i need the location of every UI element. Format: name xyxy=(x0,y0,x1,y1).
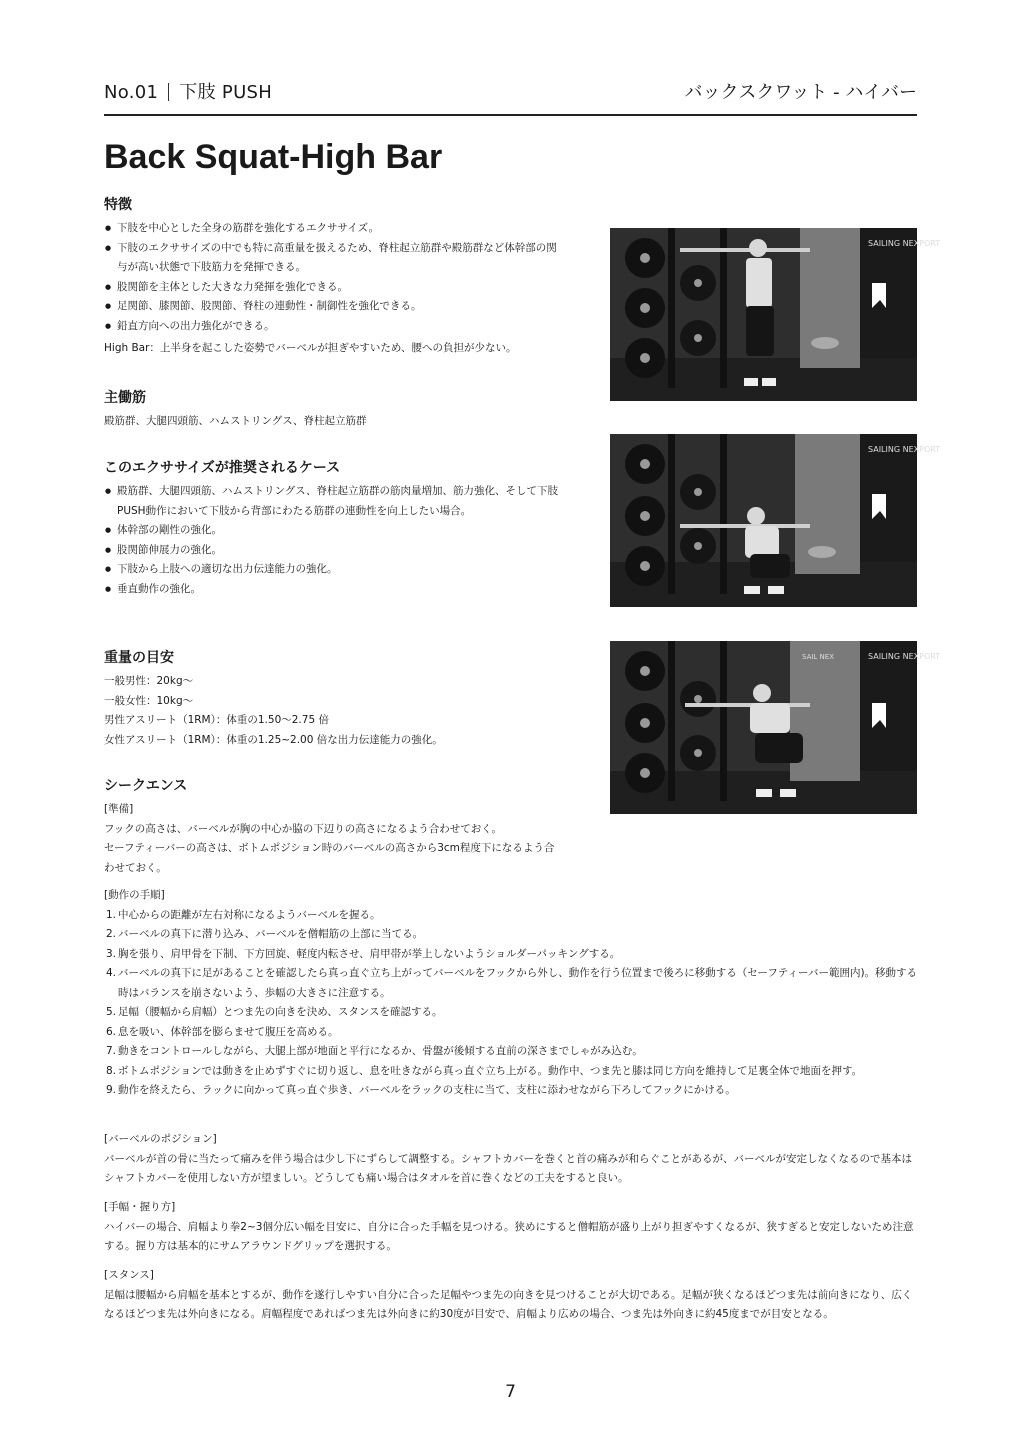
header-left xyxy=(104,80,272,106)
steps-list xyxy=(104,906,918,1101)
page-title: Back Squat-High Bar xyxy=(104,138,443,176)
list-item: ● 下肢を中心とした全身の筋群を強化するエクササイズ。 xyxy=(104,219,559,239)
header-exercise-name: バックスクワット - ハイバー xyxy=(684,82,917,103)
step-item: 1. 中心からの距離が左右対称になるようバーベルを握る。 xyxy=(106,908,381,921)
svg-text:SAIL NEX: SAIL NEX xyxy=(802,653,835,661)
weight-line: 一般女性：10kg～ xyxy=(104,694,194,707)
muscles-section xyxy=(104,388,559,432)
grip-label: [手幅・握り方] xyxy=(104,1201,176,1213)
barbell-position-section xyxy=(104,1130,918,1189)
features-list xyxy=(104,219,559,336)
cases-section xyxy=(104,458,559,599)
list-item: ● 殿筋群、大腿四頭筋、ハムストリングス、脊柱起立筋群の筋肉量増加、筋力強化、そして下肢PUSH動作において下肢から背部にわたる筋群の連動性を向上したい場合。 xyxy=(104,482,559,521)
list-item: ● 下肢から上肢への適切な出力伝達能力の強化。 xyxy=(104,560,559,580)
photo-bottom-position xyxy=(610,641,941,814)
weight-heading: 重量の目安 xyxy=(104,650,174,666)
step-item: 3. 胸を張り、肩甲骨を下制、下方回旋、軽度内転させ、肩甲帯が挙上しないようショルダーパッキングする。 xyxy=(106,947,621,960)
photo-descending xyxy=(610,434,941,607)
list-item: ● 体幹部の剛性の強化。 xyxy=(104,521,559,541)
weight-line: 男性アスリート（1RM）：体重の1.50～2.75 倍 xyxy=(104,714,329,726)
stance-text: 足幅は腰幅から肩幅を基本とするが、動作を遂行しやすい自分に合った足幅やつま先の向きを見つけることが大切である。足幅が狭くなるほどつま先は前向きになり、広くなるほどつま先は外向きになる。肩幅程度であればつま先は外向きに約30度が目安で、肩幅より広めの場合、つま先は外向きに約45度までが目安となる。 xyxy=(104,1288,913,1320)
sequence-section xyxy=(104,776,559,878)
muscles-heading: 主働筋 xyxy=(104,390,146,406)
weight-section xyxy=(104,648,584,750)
list-item: ● 足関節、膝関節、股関節、脊柱の連動性・制御性を強化できる。 xyxy=(104,297,559,317)
step-item: 4. バーベルの真下に足があることを確認したら真っ直ぐ立ち上がってバーベルをフックから外し、動作を行う位置まで後ろに移動する（セーフティーバー範囲内)。移動する時はバランスを崩さないよう、歩幅の大きさに注意する。 xyxy=(106,967,918,999)
svg-text:SAILING NEXPORT: SAILING NEXPORT xyxy=(868,445,941,454)
cases-list xyxy=(104,482,559,599)
step-item: 8. ボトムポジションでは動きを止めずすぐに切り返し、息を吐きながら真っ直ぐ立ち上がる。動作中、つま先と膝は同じ方向を維持して足裏全体で地面を押す。 xyxy=(106,1064,863,1077)
high-bar-note: High Bar：上半身を起こした姿勢でバーベルが担ぎやすいため、腰への負担が少ない。 xyxy=(104,342,517,354)
step-item: 7. 動きをコントロールしながら、大腿上部が地面と平行になるか、骨盤が後傾する直前の深さまでしゃがみ込む。 xyxy=(106,1045,643,1057)
step-item: 9. 動作を終えたら、ラックに向かって真っ直ぐ歩き、バーベルをラックの支柱に当て、支柱に添わせながら下ろしてフックにかける。 xyxy=(106,1084,736,1096)
list-item: ● 股関節を主体とした大きな力発揮を強化できる。 xyxy=(104,278,559,298)
list-item: ● 股関節伸展力の強化。 xyxy=(104,541,559,561)
muscles-text: 殿筋群、大腿四頭筋、ハムストリングス、脊柱起立筋群 xyxy=(104,415,367,427)
features-section xyxy=(104,195,559,359)
svg-text:SAILING NEXPORT: SAILING NEXPORT xyxy=(868,652,941,661)
features-heading: 特徴 xyxy=(104,197,132,213)
step-item: 5. 足幅（腰幅から肩幅）とつま先の向きを決め、スタンスを確認する。 xyxy=(106,1006,443,1018)
step-item: 2. バーベルの真下に潜り込み、バーベルを僧帽筋の上部に当てる。 xyxy=(106,928,424,940)
cases-heading: このエクササイズが推奨されるケース xyxy=(104,460,341,476)
stance-section xyxy=(104,1266,918,1325)
svg-text:SAILING NEXPORT: SAILING NEXPORT xyxy=(868,239,941,248)
prep-label: [準備] xyxy=(104,803,134,815)
header-number: No.01 xyxy=(104,82,159,103)
grip-section xyxy=(104,1198,918,1257)
stance-label: [スタンス] xyxy=(104,1269,154,1281)
prep-line: フックの高さは、バーベルが胸の中心か脇の下辺りの高さになるよう合わせておく。 xyxy=(104,822,503,835)
grip-text: ハイバーの場合、肩幅より拳2~3個分広い幅を目安に、自分に合った手幅を見つける。狭めにすると僧帽筋が盛り上がり担ぎやすくなるが、狭すぎると安定しないため注意する。握り方は基本的にサムアラウンドグリップを選択する。 xyxy=(104,1220,914,1252)
weight-line: 女性アスリート（1RM）：体重の1.25~2.00 倍な出力伝達能力の強化。 xyxy=(104,733,443,746)
steps-label: [動作の手順] xyxy=(104,889,165,901)
barbell-position-text: バーベルが首の骨に当たって痛みを伴う場合は少し下にずらして調整する。シャフトカバーを巻くと首の痛みが和らぐことがあるが、バーベルが安定しなくなるので基本はシャフトカバーを使用しない方が望ましい。どうしても痛い場合はタオルを首に巻くなどの工夫をすると良い。 xyxy=(104,1152,912,1184)
weight-line: 一般男性：20kg～ xyxy=(104,675,194,687)
list-item: ● 垂直動作の強化。 xyxy=(104,580,559,600)
page-header xyxy=(104,80,917,116)
photo-standing xyxy=(610,228,941,401)
list-item: ● 下肢のエクササイズの中でも特に高重量を扱えるため、脊柱起立筋群や殿筋群など体幹部の関与が高い状態で下肢筋力を発揮できる。 xyxy=(104,239,559,278)
sequence-heading: シークエンス xyxy=(104,778,188,794)
prep-line: セーフティーバーの高さは、ボトムポジション時のバーベルの高さから3cm程度下になるよう合わせておく。 xyxy=(104,842,555,874)
header-category: 下肢 PUSH xyxy=(179,82,273,103)
barbell-position-label: [バーベルのポジション] xyxy=(104,1133,217,1145)
header-divider xyxy=(168,83,169,101)
page-number: 7 xyxy=(505,1382,516,1402)
list-item: ● 鉛直方向への出力強化ができる。 xyxy=(104,317,559,337)
steps-section xyxy=(104,886,918,1101)
step-item: 6. 息を吸い、体幹部を膨らませて腹圧を高める。 xyxy=(106,1025,339,1038)
